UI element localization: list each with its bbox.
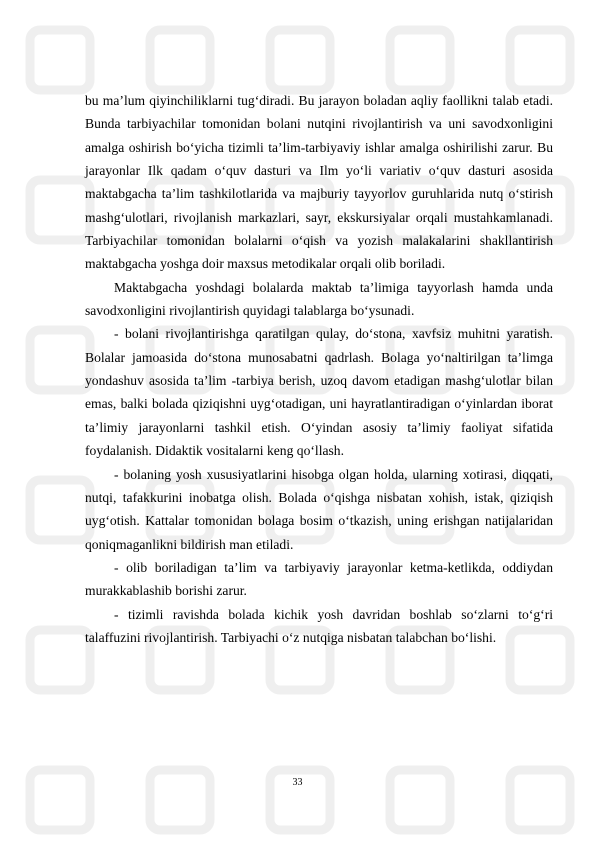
paragraph-requirement-environment: - bolani rivojlantirishga qaratilgan qulay, do‘stona, xavfsiz muhitni yaratish. Bolalar jamoasida do‘stona munosabatni qadrlash. Bolaga yo‘naltirilgan ta’limga yondashuv asosida ta’lim -tarbiya berish, uzoq davom etadigan mashg‘ulotlar bilan emas, balki bolada qiziqishni uyg‘otadigan, uni hayratlantiradigan o‘yinlardan iborat ta’limiy jarayonlarni tashkil etish. O‘yindan asosiy ta’limiy faoliyat sifatida foydalanish. Didaktik vositalarni keng qo‘llash. (85, 326, 553, 459)
paragraph-requirements-lead: Maktabgacha yoshdagi bolalarda maktab ta’limiga tayyorlash hamda unda savodxonligini rivojlantirish quyidagi talablarga bo‘ysunadi. (85, 279, 553, 319)
document-body (85, 89, 553, 649)
page-number: 33 (292, 777, 303, 788)
paragraph-intro: bu ma’lum qiyinchiliklarni tug‘diradi. Bu jarayon boladan aqliy faollikni talab etadi. Bunda tarbiyachilar tomonidan bolani nutqini rivojlantirish va uni savodxonligini amalga oshirish bo‘yicha tizimli ta’lim-tarbiyaviy ishlar amalga oshirilishi zarur. Bu jarayonlar Ilk qadam o‘quv dasturi va Ilm yo‘li variativ o‘quv dasturi asosida maktabgacha ta’lim tashkilotlarida va majburiy tayyorlov guruhlarida nutq o‘stirish mashg‘ulotlari, rivojlanish markazlari, sayr, ekskursiyalar orqali mustahkamlanadi. Tarbiyachilar tomonidan bolalarni o‘qish va yozish malakalarini shakllantirish maktabgacha yoshga doir maxsus metodikalar orqali olib boriladi. (85, 93, 553, 272)
paragraph-requirement-pronunciation: - tizimli ravishda bolada kichik yosh davridan boshlab so‘zlarni to‘g‘ri talaffuzini rivojlantirish. Tarbiyachi o‘z nutqiga nisbatan talabchan bo‘lishi. (85, 606, 553, 645)
paragraph-requirement-age-features: - bolaning yosh xususiyatlarini hisobga olgan holda, ularning xotirasi, diqqati, nutqi, tafakkurini inobatga olish. Bolada o‘qishga nisbatan xohish, istak, qiziqish uyg‘otish. Kattalar tomonidan bolaga bosim o‘tkazish, uning erishgan natijalaridan qoniqmaganlikni bildirish man etiladi. (85, 466, 553, 552)
paragraph-requirement-sequence: - olib boriladigan ta’lim va tarbiyaviy jarayonlar ketma-ketlikda, oddiydan murakkablashib borishi zarur. (85, 559, 553, 599)
